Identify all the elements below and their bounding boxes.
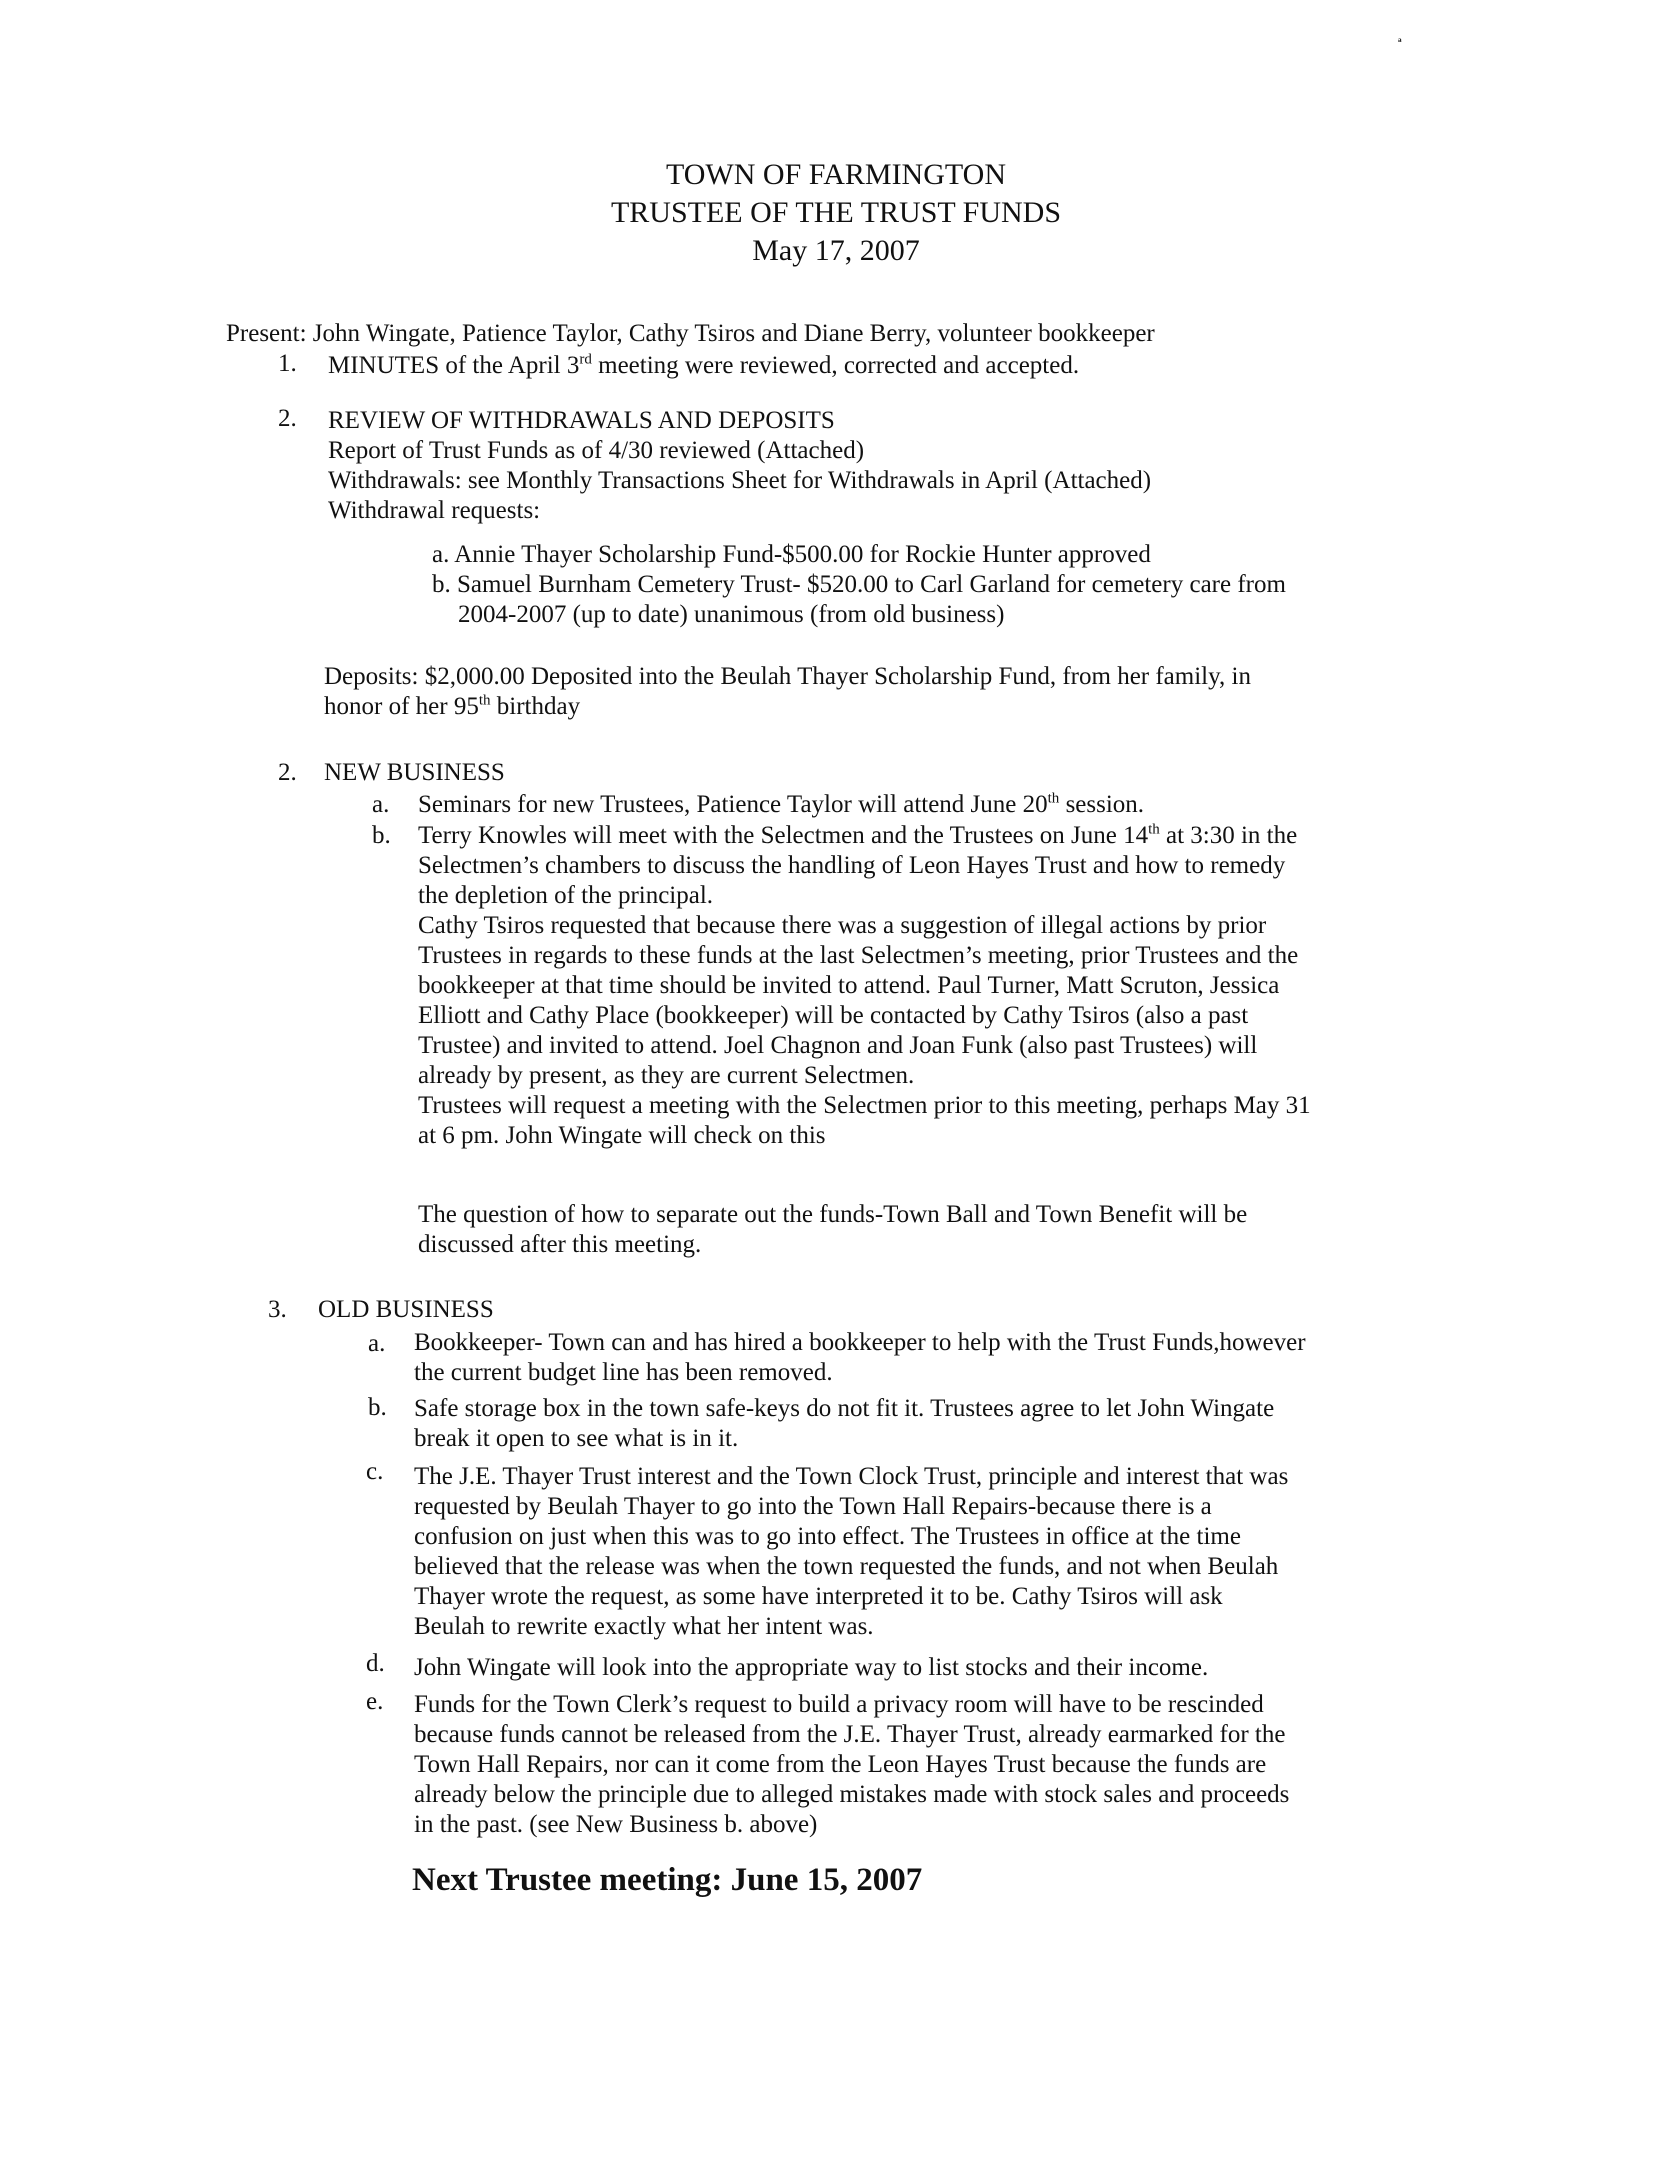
present-line: Present: John Wingate, Patience Taylor, Cathy Tsiros and Diane Berry, volunteer bookkeeper bbox=[226, 320, 1155, 347]
new-business-b-line1-pre: Terry Knowles will meet with the Selectmen and the Trustees on June 14 bbox=[418, 822, 1149, 849]
next-meeting-notice: Next Trustee meeting: June 15, 2007 bbox=[412, 1862, 923, 1898]
corner-mark: ª bbox=[1398, 36, 1402, 50]
withdrawal-requests-label: Withdrawal requests: bbox=[328, 497, 541, 524]
new-business-a-sup: th bbox=[1047, 790, 1060, 807]
new-business-b-line1-post: at 3:30 in the bbox=[1159, 822, 1298, 849]
new-business-b-letter: b. bbox=[372, 822, 391, 849]
old-business-d-letter: d. bbox=[366, 1650, 385, 1677]
town-title: TOWN OF FARMINGTON bbox=[665, 158, 1007, 191]
old-business-a-letter: a. bbox=[368, 1330, 386, 1357]
item-2-details bbox=[328, 436, 1151, 526]
deposits-sup: th bbox=[478, 692, 491, 709]
funds-question-line1: The question of how to separate out the funds-Town Ball and Town Benefit will be bbox=[418, 1201, 1248, 1228]
deposits-block bbox=[324, 662, 1251, 722]
old-business-e-line4: already below the principle due to alleged mistakes made with stock sales and proceeds bbox=[414, 1781, 1290, 1808]
request-b-line2: 2004-2007 (up to date) unanimous (from old business) bbox=[458, 601, 1005, 628]
old-business-b-letter: b. bbox=[368, 1394, 387, 1421]
new-business-a-text bbox=[418, 789, 1144, 820]
old-business-e-line1: Funds for the Town Clerk’s request to build a privacy room will have to be rescinded bbox=[414, 1691, 1264, 1718]
request-b-line1: b. Samuel Burnham Cemetery Trust- $520.00 to Carl Garland for cemetery care from bbox=[432, 571, 1286, 598]
new-business-b-line8: Trustee) and invited to attend. Joel Chagnon and Joan Funk (also past Trustees) will bbox=[418, 1032, 1258, 1059]
new-business-b-line9: already by present, as they are current Selectmen. bbox=[418, 1062, 915, 1089]
old-business-b-line1: Safe storage box in the town safe-keys do not fit it. Trustees agree to let John Wingate bbox=[414, 1395, 1275, 1422]
funds-question bbox=[418, 1200, 1247, 1260]
board-title: TRUSTEE OF THE TRUST FUNDS bbox=[610, 196, 1062, 229]
new-business-b-line6: bookkeeper at that time should be invited to attend. Paul Turner, Matt Scruton, Jessica bbox=[418, 972, 1280, 999]
request-a: a. Annie Thayer Scholarship Fund-$500.00 for Rockie Hunter approved bbox=[432, 541, 1151, 568]
item-1-sup: rd bbox=[579, 351, 592, 368]
item-1-number: 1. bbox=[278, 350, 297, 377]
old-business-c-line4: believed that the release was when the town requested the funds, and not when Beulah bbox=[414, 1553, 1279, 1580]
old-business-c-text bbox=[414, 1462, 1288, 1642]
old-business-b-text bbox=[414, 1394, 1274, 1454]
old-business-title: OLD BUSINESS bbox=[318, 1296, 494, 1323]
old-business-c-line2: requested by Beulah Thayer to go into the Town Hall Repairs-because there is a bbox=[414, 1493, 1212, 1520]
meeting-date: May 17, 2007 bbox=[752, 234, 920, 267]
new-business-b-line4: Cathy Tsiros requested that because there was a suggestion of illegal actions by prior bbox=[418, 912, 1267, 939]
item-1-text-pre: MINUTES of the April 3 bbox=[328, 352, 580, 379]
new-business-number: 2. bbox=[278, 759, 297, 786]
report-line: Report of Trust Funds as of 4/30 reviewed (Attached) bbox=[328, 437, 865, 464]
old-business-d-text: John Wingate will look into the appropriate way to list stocks and their income. bbox=[414, 1654, 1209, 1681]
new-business-title: NEW BUSINESS bbox=[324, 759, 505, 786]
funds-question-line2: discussed after this meeting. bbox=[418, 1231, 702, 1258]
old-business-e-letter: e. bbox=[366, 1688, 384, 1715]
old-business-c-line5: Thayer wrote the request, as some have interpreted it to be. Cathy Tsiros will ask bbox=[414, 1583, 1223, 1610]
withdrawal-requests bbox=[432, 540, 1286, 630]
old-business-e-line2: because funds cannot be released from the J.E. Thayer Trust, already earmarked for the bbox=[414, 1721, 1286, 1748]
deposits-line1: Deposits: $2,000.00 Deposited into the Beulah Thayer Scholarship Fund, from her family, in bbox=[324, 663, 1251, 690]
new-business-b-line1 bbox=[418, 821, 1311, 851]
document-header bbox=[0, 156, 1672, 270]
withdrawals-line: Withdrawals: see Monthly Transactions Sheet for Withdrawals in April (Attached) bbox=[328, 467, 1152, 494]
item-2-title: REVIEW OF WITHDRAWALS AND DEPOSITS bbox=[328, 407, 835, 434]
old-business-a-line2: the current budget line has been removed. bbox=[414, 1359, 833, 1386]
old-business-a-text bbox=[414, 1328, 1306, 1388]
new-business-b-line7: Elliott and Cathy Place (bookkeeper) will be contacted by Cathy Tsiros (also a past bbox=[418, 1002, 1249, 1029]
new-business-b-line11: at 6 pm. John Wingate will check on this bbox=[418, 1122, 826, 1149]
old-business-e-line3: Town Hall Repairs, nor can it come from the Leon Hayes Trust because the funds are bbox=[414, 1751, 1267, 1778]
old-business-b-line2: break it open to see what is in it. bbox=[414, 1425, 739, 1452]
new-business-b-line3: the depletion of the principal. bbox=[418, 882, 714, 909]
new-business-a-pre: Seminars for new Trustees, Patience Taylor will attend June 20 bbox=[418, 791, 1048, 818]
old-business-c-letter: c. bbox=[366, 1458, 384, 1485]
item-2-number: 2. bbox=[278, 405, 297, 432]
old-business-c-line6: Beulah to rewrite exactly what her intent was. bbox=[414, 1613, 874, 1640]
new-business-a-letter: a. bbox=[372, 791, 390, 818]
new-business-a-post: session. bbox=[1059, 791, 1145, 818]
new-business-b-sup: th bbox=[1148, 821, 1160, 838]
deposits-line2-pre: honor of her 95 bbox=[324, 693, 479, 720]
old-business-c-line3: confusion on just when this was to go into effect. The Trustees in office at the time bbox=[414, 1523, 1241, 1550]
new-business-b-line5: Trustees in regards to these funds at the last Selectmen’s meeting, prior Trustees and the bbox=[418, 942, 1299, 969]
new-business-b-line10: Trustees will request a meeting with the Selectmen prior to this meeting, perhaps May 31 bbox=[418, 1092, 1311, 1119]
old-business-a-line1: Bookkeeper- Town can and has hired a bookkeeper to help with the Trust Funds,however bbox=[414, 1329, 1306, 1356]
old-business-e-text bbox=[414, 1690, 1289, 1840]
old-business-number: 3. bbox=[268, 1296, 287, 1323]
deposits-line2 bbox=[324, 692, 1251, 722]
old-business-e-line5: in the past. (see New Business b. above) bbox=[414, 1811, 818, 1838]
item-1-text-post: meeting were reviewed, corrected and accepted. bbox=[591, 352, 1080, 379]
deposits-line2-post: birthday bbox=[490, 693, 581, 720]
new-business-b-text bbox=[418, 821, 1311, 1151]
new-business-b-line2: Selectmen’s chambers to discuss the handling of Leon Hayes Trust and how to remedy bbox=[418, 852, 1286, 879]
old-business-c-line1: The J.E. Thayer Trust interest and the Town Clock Trust, principle and interest that was bbox=[414, 1463, 1289, 1490]
item-1-text bbox=[328, 350, 1079, 381]
